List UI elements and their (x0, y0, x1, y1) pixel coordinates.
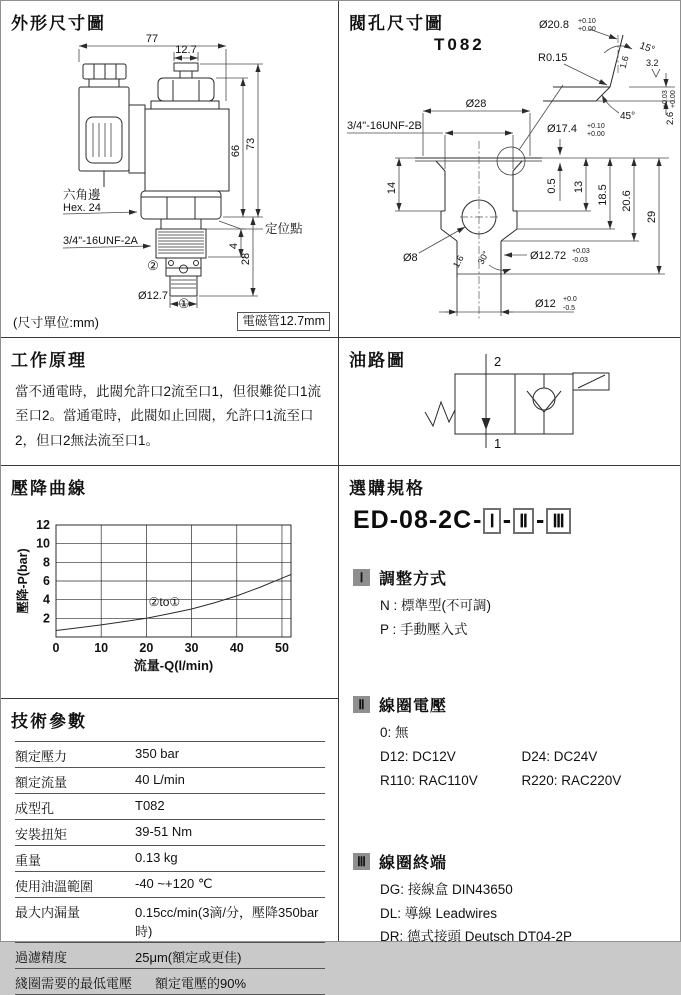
model-code-box-2: Ⅱ (513, 508, 534, 534)
cartridge-shape (141, 191, 221, 296)
port2-mark: ② (147, 258, 159, 273)
svg-text:12: 12 (36, 518, 50, 532)
dim-12-7: 12.7 (175, 44, 197, 56)
dim-dia-12-7: Ø12.7 (138, 290, 168, 302)
dim-dia-8: Ø8 (403, 252, 418, 264)
dim-20-6: 20.6 (621, 190, 633, 212)
ordering-section-adjustment (353, 566, 663, 641)
dim-18-5: 18.5 (597, 184, 609, 206)
svg-text:50: 50 (275, 641, 289, 655)
dim-dia-20-8-tol-l: +0.00 (578, 26, 596, 33)
table-row: 額定壓力 350 bar (15, 742, 325, 768)
model-code (353, 506, 572, 535)
dim-66: 66 (230, 144, 242, 158)
cavity-profile-shape (415, 85, 563, 319)
cavity-dimension-lines (347, 29, 675, 316)
dim-dia-12-72-tol-l: -0.03 (572, 257, 588, 264)
hex-label-en: Hex. 24 (63, 202, 101, 214)
panel-title-outline: 外形尺寸圖 (11, 14, 106, 33)
panel-tech-params (1, 699, 339, 991)
coil-shape (145, 63, 229, 191)
dim-dia-12-tol-l: -0.5 (563, 305, 576, 312)
panel-pressure-curve (1, 466, 339, 699)
outline-drawing (1, 1, 339, 309)
svg-text:2: 2 (43, 611, 50, 626)
dim-dia-17-4-tol-u: +0.10 (587, 123, 605, 130)
dim-dia-17-4-tol-l: +0.00 (587, 131, 605, 138)
dim-14: 14 (386, 181, 398, 195)
panel-ordering (339, 466, 680, 945)
solenoid-tube-note: 電磁管12.7mm (237, 312, 330, 331)
svg-text:0: 0 (52, 641, 60, 655)
svg-text:壓降-P(bar): 壓降-P(bar) (16, 548, 30, 614)
dim-dia-12-72-tol-u: +0.03 (572, 248, 590, 255)
model-code-box-3: Ⅲ (546, 508, 570, 534)
finish-3-2: 3.2 (646, 58, 659, 68)
model-dash-3: - (535, 506, 545, 534)
svg-text:10: 10 (36, 536, 50, 551)
svg-text:8: 8 (43, 555, 50, 570)
dim-0-5: 0.5 (546, 178, 558, 194)
panel-outline-dimensions (1, 1, 339, 338)
cavity-thread-label: 3/4"-16UNF-2B (347, 120, 422, 132)
panel-title-principle: 工作原理 (11, 351, 87, 370)
dim-77: 77 (145, 33, 159, 45)
panel-title-ordering: 選購規格 (349, 479, 425, 498)
voltage-r220: R220: RAC220V (521, 772, 622, 788)
dim-13: 13 (573, 180, 585, 194)
section-marker-1: Ⅰ (353, 569, 370, 586)
svg-text:30: 30 (184, 641, 199, 655)
port1-mark: ① (178, 296, 190, 311)
dim-4: 4 (228, 242, 240, 250)
model-dash-1: - (473, 506, 482, 534)
dim-2-6: 2.6 (665, 111, 676, 125)
svg-text:40: 40 (229, 641, 244, 655)
svg-text:4: 4 (43, 592, 50, 607)
dim-dia-20-8: Ø20.8 (539, 19, 569, 31)
principle-text: 當不通電時，此閥允許口2流至口1，但很難從口1流至口2。當通電時，此閥如止回閥，允許口1流至口2，但口2無法流至口1。 (15, 384, 322, 448)
table-row: 安裝扭矩 39-51 Nm (15, 820, 325, 846)
panel-title-curve: 壓降曲線 (11, 479, 87, 498)
pressure-drop-chart (1, 466, 339, 699)
hex-label-cn: 六角邊 (63, 188, 101, 202)
table-row: 使用油溫範圍 -40 ~+120 ℃ (15, 872, 325, 898)
ordering-sections (353, 554, 663, 949)
table-row: 綫圈需要的最低電壓 額定電壓的90% (15, 969, 325, 995)
option-n: N : 標準型(不可調) (380, 598, 491, 613)
section-marker-2: Ⅱ (353, 696, 370, 713)
model-code-box-1: Ⅰ (483, 508, 500, 534)
thread-label: 3/4"-16UNF-2A (63, 235, 138, 247)
section-marker-3: Ⅲ (353, 853, 370, 870)
voltage-r110: R110: RAC110V (380, 772, 478, 788)
voltage-d24: D24: DC24V (521, 748, 598, 764)
panel-title-circuit: 油路圖 (349, 351, 406, 370)
circuit-port-1: 1 (494, 436, 502, 451)
table-row: 最大内漏量 0.15cc/min(3滴/分，壓降350bar時) (15, 898, 325, 943)
dim-dia-17-4: Ø17.4 (547, 123, 577, 135)
panel-title-tech: 技術參數 (11, 712, 87, 731)
dim-r-0-15: R0.15 (538, 52, 568, 64)
option-p: P : 手動壓入式 (380, 621, 468, 637)
voltage-blank (522, 721, 664, 745)
option-dl: DL: 導線 Leadwires (380, 905, 498, 921)
svg-text:10: 10 (94, 641, 109, 655)
option-dg: DG: 接線盒 DIN43650 (380, 882, 513, 898)
angle-45: 45° (620, 111, 636, 122)
dim-2-6-tol-u: +0.03 (662, 90, 669, 108)
table-row: 過濾精度 25μm(額定或更佳) (15, 943, 325, 969)
panel-working-principle (1, 338, 339, 466)
finish-1-6-detail: 1.6 (617, 54, 631, 70)
cavity-model-code: T082 (434, 35, 485, 54)
dim-73: 73 (245, 137, 257, 151)
dim-2-6-tol-l: +0.00 (670, 90, 677, 108)
dim-dia-12-72: Ø12.72 (530, 250, 567, 262)
model-prefix: ED-08-2C (353, 506, 473, 534)
outline-dimension-lines (63, 46, 263, 308)
circuit-port-2: 2 (494, 354, 502, 369)
table-row: 額定流量 40 L/min (15, 768, 325, 794)
svg-text:流量-Q(l/min): 流量-Q(l/min) (133, 658, 214, 673)
angle-30: 30° (475, 249, 491, 266)
finish-1-6-main: 1.6 (450, 253, 466, 270)
dim-28: 28 (240, 252, 252, 266)
dim-dia-28: Ø28 (465, 98, 487, 110)
option-dr: DR: 德式接頭 Deutsch DT04-2P (380, 929, 573, 945)
dim-29: 29 (646, 210, 658, 224)
valve-symbol (425, 354, 609, 448)
svg-text:6: 6 (43, 574, 50, 588)
panel-title-cavity: 閥孔尺寸圖 (349, 14, 444, 33)
dim-dia-12: Ø12 (535, 298, 556, 310)
ordering-section-voltage (353, 693, 663, 792)
dim-dia-20-8-tol-u: +0.10 (578, 18, 596, 25)
dim-dia-12-tol-u: +0.0 (563, 296, 577, 303)
panel-hydraulic-circuit (339, 338, 680, 466)
svg-text:②to①: ②to① (148, 595, 181, 610)
section-title-termination: 線圈終端 (379, 855, 448, 873)
panel-cavity-dimensions (339, 1, 680, 338)
voltage-d12: D12: DC12V (380, 748, 456, 764)
model-dash-2: - (502, 506, 512, 534)
locating-point-label: 定位點 (265, 222, 303, 236)
tech-params-table (15, 741, 325, 995)
section-title-adjustment: 調整方式 (379, 571, 448, 588)
angle-15: 15° (637, 40, 656, 56)
table-row: 成型孔 T082 (15, 794, 325, 820)
din-connector-shape (79, 64, 145, 187)
voltage-0: 0: 無 (380, 725, 409, 741)
cavity-drawing (339, 1, 680, 338)
ordering-section-termination (353, 850, 663, 949)
section-title-voltage: 線圈電壓 (379, 698, 448, 716)
unit-note: (尺寸單位:mm) (13, 315, 99, 330)
table-row: 重量 0.13 kg (15, 846, 325, 872)
svg-text:20: 20 (139, 641, 154, 655)
dim-2-6-group (662, 90, 677, 125)
